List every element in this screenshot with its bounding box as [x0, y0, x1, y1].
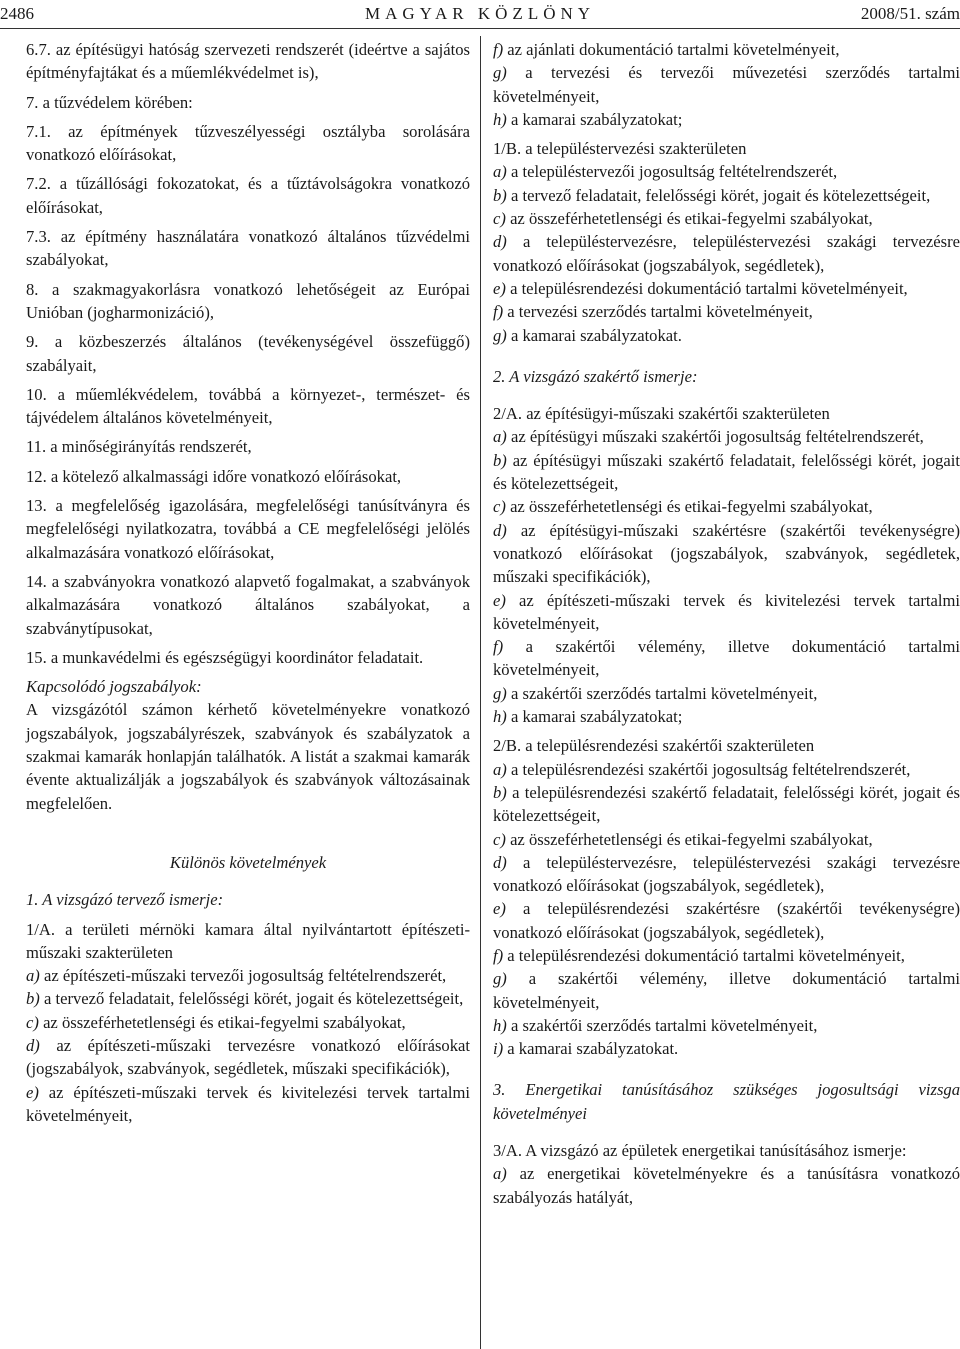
list-item: d) az építésügyi-műszaki szakértésre (szakértői tevékenységre) vonatkozó előírásokat (jogszabályok, szabványok, segédletek, műszaki specifikációk), — [493, 520, 960, 587]
section-1a-intro: 1/A. a területi mérnöki kamara által nyilvántartott építészeti-műszaki szakterületen — [26, 919, 470, 962]
list-item: 15. a munkavédelmi és egészségügyi koordinátor feladatait. — [26, 647, 424, 667]
list-item: e) a településrendezési dokumentáció tartalmi követelményeit, — [493, 278, 908, 298]
list-item: f) a településrendezési dokumentáció tartalmi követelményeit, — [493, 945, 905, 965]
list-item: 12. a kötelező alkalmassági időre vonatkozó előírásokat, — [26, 466, 402, 486]
list-item: 9. a közbeszerzés általános (tevékenységével összefüggő) szabályait, — [26, 332, 470, 375]
list-item: f) az ajánlati dokumentáció tartalmi követelményeit, — [493, 40, 840, 59]
list-item: f) a szakértői vélemény, illetve dokumentáció tartalmi követelményeit, — [493, 637, 960, 680]
issue-number: 2008/51. szám — [860, 4, 960, 23]
section-2-heading: 2. A vizsgázó szakértő ismerje: — [493, 366, 698, 386]
section-2b-intro: 2/B. a településrendezési szakértői szakterületen — [493, 736, 815, 756]
list-item: 7.3. az építmény használatára vonatkozó általános tűzvédelmi szabályokat, — [26, 227, 470, 270]
list-item: b) a tervező feladatait, felelősségi körét, jogait és kötelezettségeit, — [493, 185, 931, 205]
list-item: g) a tervezési és tervezői művezetési szerződés tartalmi követelményeit, — [493, 63, 960, 106]
list-item: c) az összeférhetetlenségi és etikai-fegyelmi szabályokat, — [493, 497, 873, 517]
section-3a-intro: 3/A. A vizsgázó az épületek energetikai tanúsításához ismerje: — [493, 1141, 907, 1161]
related-heading: Kapcsolódó jogszabályok: — [26, 677, 202, 697]
list-item: h) a kamarai szabályzatokat; — [493, 707, 683, 727]
list-item: a) az építészeti-műszaki tervezői jogosultság feltételrendszerét, — [26, 966, 447, 986]
left-column — [26, 38, 470, 1127]
list-item: 14. a szabványokra vonatkozó alapvető fogalmakat, a szabványok alkalmazására vonatkozó általános szabályokat, a szabványtípusokat, — [26, 571, 470, 638]
special-heading: Különös követelmények — [169, 852, 327, 872]
journal-title: MAGYAR KÖZLÖNY — [364, 4, 596, 23]
list-item: a) a településtervezői jogosultság feltételrendszerét, — [493, 162, 838, 182]
list-item: 10. a műemlékvédelem, továbbá a környezet-, természet- és tájvédelem általános követelményeit, — [26, 384, 470, 428]
list-item: f) a tervezési szerződés tartalmi követelményeit, — [493, 302, 813, 322]
list-item: e) az építészeti-műszaki tervek és kivitelezési tervek tartalmi követelményeit, — [493, 590, 960, 633]
section-1b-intro: 1/B. a településtervezési szakterületen — [493, 139, 747, 159]
list-item: g) a kamarai szabályzatokat. — [493, 325, 682, 345]
list-item: 7. a tűzvédelem körében: — [26, 92, 193, 112]
list-item: e) a településrendezési szakértésre (szakértői tevékenységre) vonatkozó előírásokat (jogszabályok, segédletek), — [493, 899, 960, 942]
page-header — [0, 0, 960, 26]
section-3-heading: 3. Energetikai tanúsításához szükséges jogosultsági vizsga követelményei — [493, 1080, 960, 1123]
list-item: b) a tervező feladatait, felelősségi körét, jogait és kötelezettségeit, — [26, 989, 464, 1009]
column-divider — [480, 36, 481, 1349]
list-item: g) a szakértői szerződés tartalmi követelményeit, — [493, 683, 818, 703]
list-item: d) a településtervezésre, településtervezési szakági tervezésre vonatkozó előírásokat (jogszabályok, segédletek), — [493, 232, 960, 275]
list-item: 11. a minőségirányítás rendszerét, — [26, 437, 252, 457]
list-item: g) a szakértői vélemény, illetve dokumentáció tartalmi követelményeit, — [493, 969, 960, 1012]
list-item: h) a szakértői szerződés tartalmi követelményeit, — [493, 1015, 818, 1035]
list-item: d) az építészeti-műszaki tervezésre vonatkozó előírásokat (jogszabályok, szabványok, segédletek, műszaki specifikációk), — [26, 1035, 470, 1079]
header-rule — [0, 28, 960, 29]
section-2a-intro: 2/A. az építésügyi-műszaki szakértői szakterületen — [493, 404, 830, 424]
list-item: 7.1. az építmények tűzveszélyességi osztályba sorolására vonatkozó előírásokat, — [26, 121, 470, 165]
list-item: 13. a megfelelőség igazolására, megfelelőségi tanúsítványra és megfelelőségi nyilatkozatra, továbbá a CE megfelelőségi jelölés alkalmazására vonatkozó előírásokat, — [26, 496, 470, 562]
list-item: b) a településrendezési szakértő feladatait, felelősségi körét, jogait és kötelezettségeit, — [493, 782, 960, 826]
list-item: b) az építésügyi műszaki szakértő feladatait, felelősségi körét, jogait és kötelezettségeit, — [493, 450, 960, 494]
list-item: i) a kamarai szabályzatokat. — [493, 1039, 679, 1059]
list-item: d) a településtervezésre, településtervezési szakági tervezésre vonatkozó előírásokat (jogszabályok, segédletek), — [493, 852, 960, 896]
list-item: 6.7. az építésügyi hatóság szervezeti rendszerét (ideértve a sajátos építményfajtákat és a műemlékvédelmet is), — [26, 40, 470, 83]
related-text: A vizsgázótól számon kérhető követelményekre vonatkozó jogszabályok, jogszabályrészek, szabványok és szabályzatok a szakmai kamarák honlapján találhatók. A listát a szakmai kamarák évente aktualizálják a jogszabályok és szabványok változásainak megfelelően. — [26, 700, 470, 813]
right-column — [493, 38, 960, 1209]
list-item: 8. a szakmagyakorlásra vonatkozó lehetőségeit az Európai Unióban (jogharmonizáció), — [26, 279, 470, 322]
list-item: c) az összeférhetetlenségi és etikai-fegyelmi szabályokat, — [26, 1012, 406, 1032]
list-item: c) az összeférhetetlenségi és etikai-fegyelmi szabályokat, — [493, 209, 873, 229]
list-item: e) az építészeti-műszaki tervek és kivitelezési tervek tartalmi követelményeit, — [26, 1082, 470, 1125]
list-item: a) az építésügyi műszaki szakértői jogosultság feltételrendszerét, — [493, 427, 924, 447]
list-item: h) a kamarai szabályzatokat; — [493, 109, 683, 129]
page-number: 2486 — [0, 4, 34, 23]
list-item: a) a településrendezési szakértői jogosultság feltételrendszerét, — [493, 759, 911, 779]
section-1-heading: 1. A vizsgázó tervező ismerje: — [26, 890, 224, 910]
list-item: c) az összeférhetetlenségi és etikai-fegyelmi szabályokat, — [493, 829, 873, 849]
list-item: 7.2. a tűzállósági fokozatokat, és a tűztávolságokra vonatkozó előírásokat, — [26, 174, 470, 217]
list-item: a) az energetikai követelményekre és a tanúsításra vonatkozó szabályozás hatályát, — [493, 1164, 960, 1207]
